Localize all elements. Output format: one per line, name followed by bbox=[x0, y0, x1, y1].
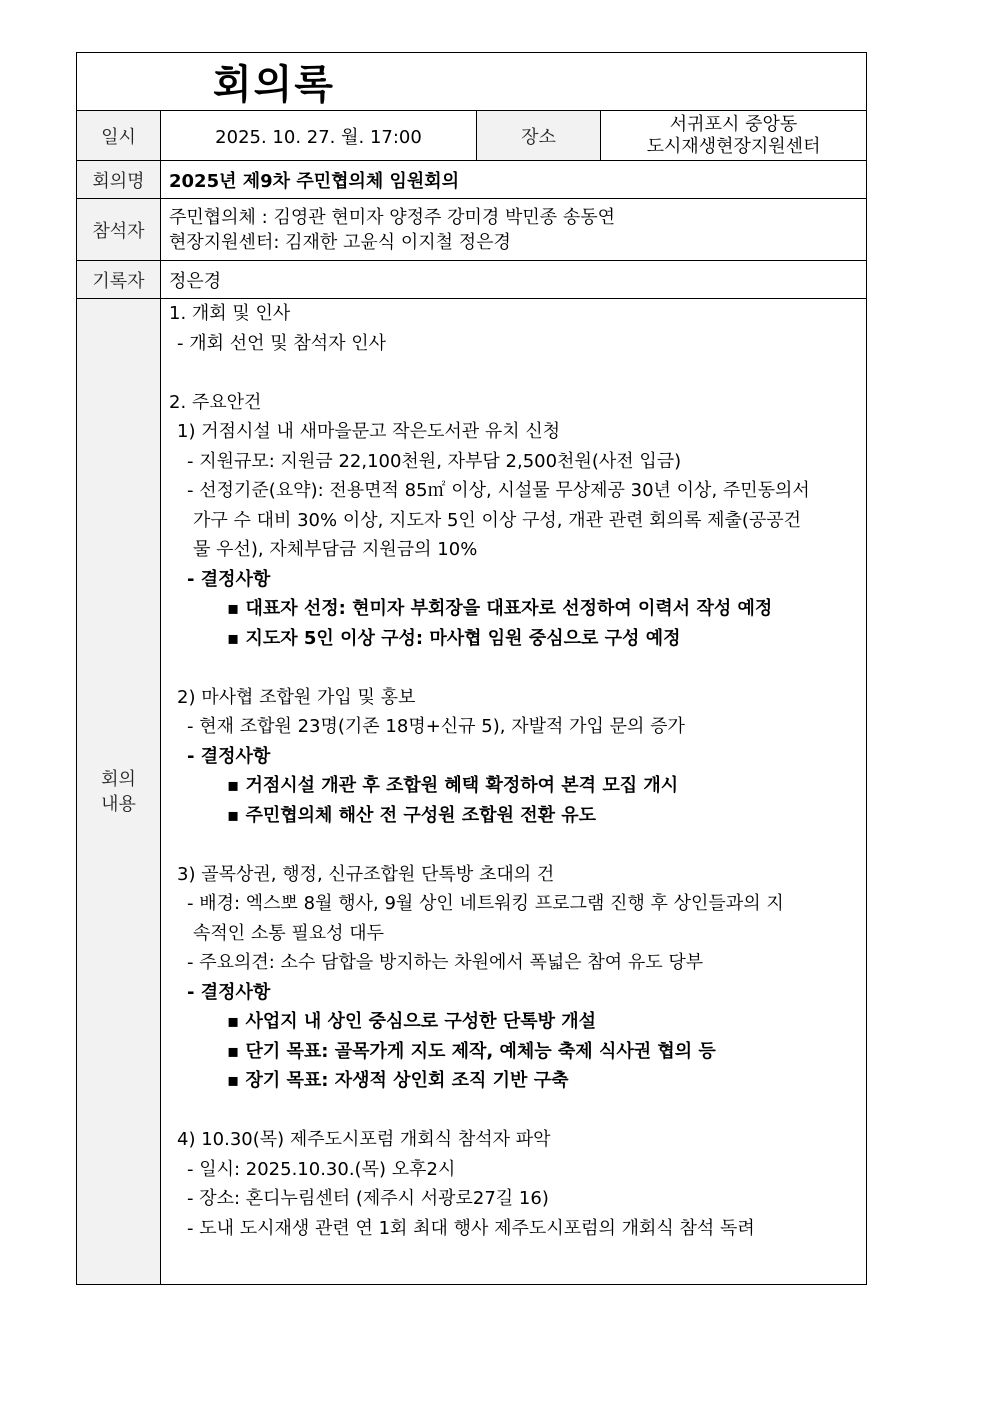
date-label: 일시 bbox=[77, 111, 161, 161]
date-value: 2025. 10. 27. 월. 17:00 bbox=[161, 111, 477, 161]
recorder-label: 기록자 bbox=[77, 261, 161, 299]
section-1-item: - 개회 선언 및 참석자 인사 bbox=[177, 332, 386, 354]
agenda-2-decision-item: ▪ 거점시설 개관 후 조합원 혜택 확정하여 본격 모집 개시 bbox=[227, 775, 679, 796]
agenda-2-decision-item: ▪ 주민협의체 해산 전 구성원 조합원 전환 유도 bbox=[227, 804, 597, 826]
content-body bbox=[161, 299, 867, 1285]
section-1-title: 1. 개회 및 인사 bbox=[169, 303, 291, 324]
agenda-3-decision-item: ▪ 장기 목표: 자생적 상인회 조직 기반 구축 bbox=[227, 1070, 569, 1091]
minutes-table bbox=[76, 52, 867, 1285]
agenda-4-line: - 일시: 2025.10.30.(목) 오후2시 bbox=[187, 1158, 456, 1180]
attendees-line-2: 현장지원센터: 김재한 고윤식 이지철 정은경 bbox=[169, 231, 511, 253]
agenda-1-decision-item: ▪ 대표자 선정: 현미자 부회장을 대표자로 선정하여 이력서 작성 예정 bbox=[227, 598, 773, 619]
agenda-3-decision-item: ▪ 사업지 내 상인 중심으로 구성한 단톡방 개설 bbox=[227, 1011, 597, 1032]
agenda-4-line: - 장소: 혼디누림센터 (제주시 서광로27길 16) bbox=[187, 1188, 549, 1209]
agenda-1-title: 1) 거점시설 내 새마을문고 작은도서관 유치 신청 bbox=[177, 421, 561, 442]
recorder-value: 정은경 bbox=[161, 261, 867, 299]
place-line-1: 서귀포시 중앙동 bbox=[669, 113, 798, 135]
content-label bbox=[77, 299, 161, 1285]
meeting-name-label: 회의명 bbox=[77, 161, 161, 199]
attendees-label: 참석자 bbox=[77, 199, 161, 261]
place-line-2: 도시재생현장지원센터 bbox=[646, 135, 821, 157]
agenda-4-line: - 도내 도시재생 관련 연 1회 최대 행사 제주도시포럼의 개회식 참석 독려 bbox=[187, 1217, 755, 1239]
agenda-3-decision-item: ▪ 단기 목표: 골목가게 지도 제작, 예체능 축제 식사권 협의 등 bbox=[227, 1040, 716, 1062]
agenda-2-title: 2) 마사협 조합원 가입 및 홍보 bbox=[177, 686, 416, 708]
attendees-value bbox=[161, 199, 867, 261]
agenda-2-line: - 현재 조합원 23명(기존 18명+신규 5), 자발적 가입 문의 증가 bbox=[187, 716, 685, 737]
agenda-1-line: - 선정기준(요약): 전용면적 85㎡ 이상, 시설물 무상제공 30년 이상, 주민동의서 bbox=[187, 480, 810, 501]
agenda-3-decision-heading: - 결정사항 bbox=[187, 981, 271, 1003]
content-label-line-2: 내용 bbox=[101, 793, 136, 815]
agenda-1-decision-item: ▪ 지도자 5인 이상 구성: 마사협 임원 중심으로 구성 예정 bbox=[227, 627, 681, 649]
place-label: 장소 bbox=[477, 111, 601, 161]
content-label-line-1: 회의 bbox=[101, 768, 136, 790]
document-title: 회의록 bbox=[77, 53, 867, 111]
minutes-document bbox=[76, 52, 866, 1285]
meeting-name-value: 2025년 제9차 주민협의체 임원회의 bbox=[161, 161, 867, 199]
agenda-3-title: 3) 골목상권, 행정, 신규조합원 단톡방 초대의 건 bbox=[177, 863, 555, 885]
agenda-4-title: 4) 10.30(목) 제주도시포럼 개회식 참석자 파악 bbox=[177, 1129, 551, 1150]
section-2-title: 2. 주요안건 bbox=[169, 391, 262, 413]
agenda-2-decision-heading: - 결정사항 bbox=[187, 745, 271, 767]
attendees-line-1: 주민협의체 : 김영관 현미자 양정주 강미경 박민종 송동연 bbox=[169, 206, 616, 228]
agenda-3-line: - 배경: 엑스뽀 8월 행사, 9월 상인 네트워킹 프로그램 진행 후 상인들과의 지 bbox=[187, 893, 784, 914]
agenda-1-line: 가구 수 대비 30% 이상, 지도자 5인 이상 구성, 개관 관련 회의록 제출(공공건 bbox=[193, 509, 802, 531]
place-value bbox=[601, 111, 867, 161]
agenda-1-line: - 지원규모: 지원금 22,100천원, 자부담 2,500천원(사전 입금) bbox=[187, 450, 682, 472]
agenda-1-line: 물 우선), 자체부담금 지원금의 10% bbox=[193, 539, 478, 560]
agenda-3-line: 속적인 소통 필요성 대두 bbox=[193, 922, 385, 944]
agenda-3-line: - 주요의견: 소수 담합을 방지하는 차원에서 폭넓은 참여 유도 당부 bbox=[187, 952, 704, 973]
agenda-1-decision-heading: - 결정사항 bbox=[187, 568, 271, 590]
